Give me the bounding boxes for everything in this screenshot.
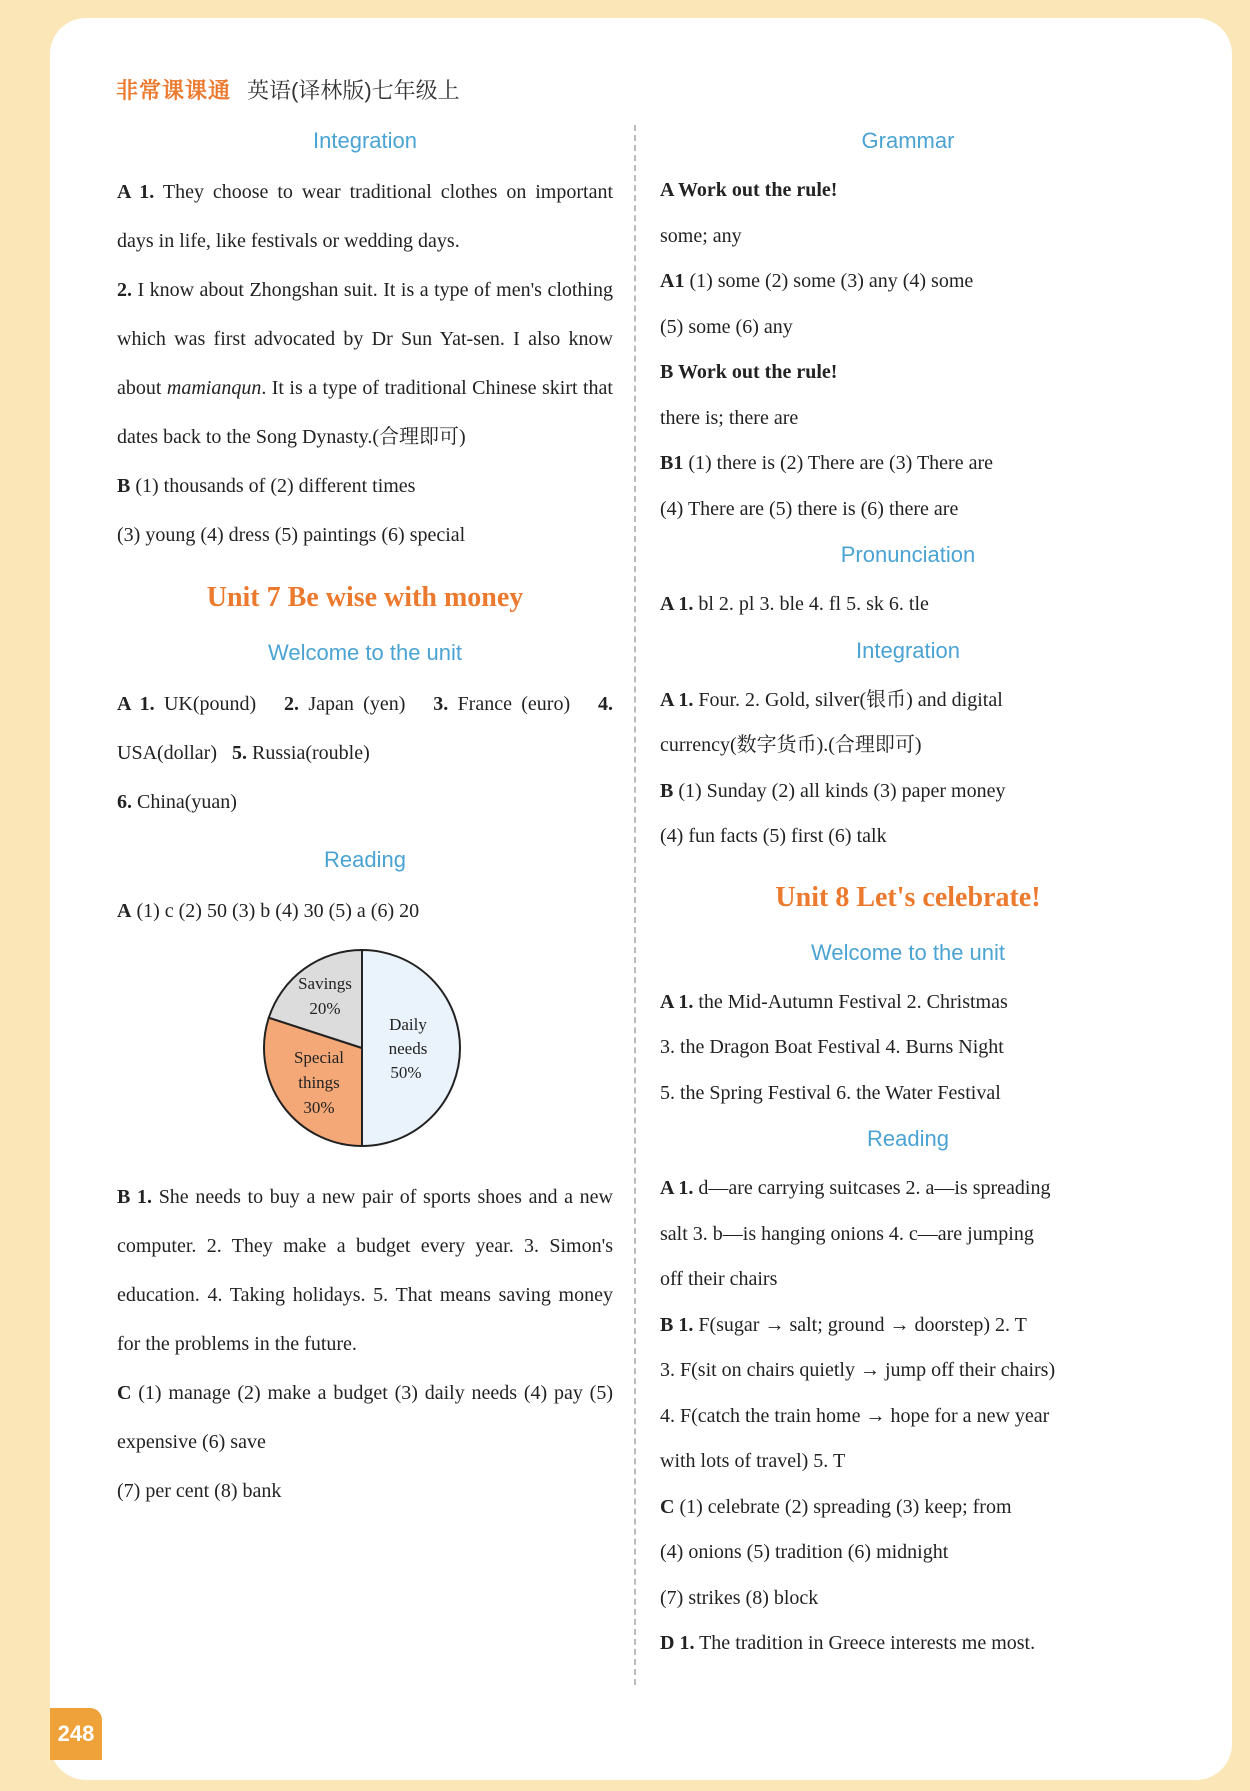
- column-divider: [634, 125, 636, 1685]
- page-header: [116, 74, 460, 105]
- grammar-b1b: (4) There are (5) there is (6) there are: [660, 497, 959, 520]
- pie-label-special-1: Special: [293, 1048, 345, 1067]
- grammar-b-rule: there is; there are: [660, 406, 799, 429]
- grammar-a1b: (5) some (6) any: [660, 315, 793, 338]
- integration-a2: 2. I know about Zhongshan suit. It is a type of men's clothing which was first advocated by Dr Sun Yat-sen. I also know about mamianqun. It is a type of traditional Chinese skirt that dates back to the Song Dynasty.(合理即可): [117, 279, 613, 448]
- section-title-pronunciation: Pronunciation: [840, 542, 976, 567]
- right-column: [660, 118, 1156, 1667]
- pie-value-daily: 50%: [390, 1063, 422, 1082]
- pronunciation-a: A 1. bl 2. pl 3. ble 4. fl 5. sk 6. tle: [660, 593, 929, 615]
- reading2-a2: salt 3. b—is hanging onions 4. c—are jumping: [660, 1222, 1034, 1245]
- integration-a1: A 1. They choose to wear traditional clothes on important days in life, like festivals or wedding days.: [117, 181, 614, 252]
- unit7-title: Unit 7 Be wise with money: [206, 582, 524, 613]
- reading-b: B 1. She needs to buy a new pair of sports shoes and a new computer. 2. They make a budget every year. 3. Simon's education. 4. Taking holidays. 5. That means saving money for the problems in the future.: [117, 1186, 614, 1355]
- reading2-b3: 4. F(catch the train home → hope for a new year: [660, 1404, 1050, 1427]
- welcome-answers: A 1. UK(pound) 2. Japan (yen) 3. France (euro) 4. USA(dollar) 5. Russia(rouble) 6. China(yuan): [117, 693, 614, 813]
- reading2-c3: (7) strikes (8) block: [660, 1586, 819, 1609]
- section-title-welcome-2: Welcome to the unit: [810, 939, 1006, 965]
- grammar-b1: B1 (1) there is (2) There are (3) There are: [660, 452, 993, 474]
- grammar-b-heading: B Work out the rule!: [660, 361, 838, 383]
- welcome2-3: 5. the Spring Festival 6. the Water Festival: [660, 1081, 1001, 1104]
- integration2-b1b: (4) fun facts (5) first (6) talk: [660, 825, 887, 847]
- section-title-grammar: Grammar: [861, 128, 955, 153]
- integration2-a1b: currency(数字货币).(合理即可): [660, 734, 922, 756]
- reading2-b2: 3. F(sit on chairs quietly → jump off their chairs): [660, 1359, 1056, 1381]
- pie-label-daily-2: needs: [388, 1039, 428, 1058]
- left-column: [117, 118, 613, 1516]
- pie-label-daily-1: Daily: [389, 1015, 427, 1034]
- integration2-b1: B (1) Sunday (2) all kinds (3) paper money: [660, 779, 1006, 802]
- integration-b: B (1) thousands of (2) different times (3) young (4) dress (5) paintings (6) special: [117, 475, 466, 546]
- reading2-a3: off their chairs: [660, 1268, 778, 1290]
- section-title-integration: Integration: [313, 128, 417, 153]
- reading2-d1: D 1. The tradition in Greece interests me most.: [660, 1632, 1036, 1654]
- reading2-b4: with lots of travel) 5. T: [660, 1450, 846, 1472]
- reading2-a1: A 1. d—are carrying suitcases 2. a—is spreading: [660, 1177, 1051, 1199]
- integration2-a1: A 1. Four. 2. Gold, silver(银币) and digital: [660, 688, 1003, 711]
- reading-a: A (1) c (2) 50 (3) b (4) 30 (5) a (6) 20: [117, 900, 420, 922]
- brand-title: 非常课课通: [116, 78, 232, 103]
- reading2-c1: C (1) celebrate (2) spreading (3) keep; from: [660, 1495, 1012, 1518]
- pie-value-special: 30%: [303, 1098, 335, 1117]
- pie-label-savings: Savings: [298, 974, 352, 993]
- grammar-a-rule: some; any: [660, 224, 742, 247]
- pie-label-special-2: things: [298, 1073, 340, 1092]
- welcome2-2: 3. the Dragon Boat Festival 4. Burns Night: [660, 1036, 1004, 1058]
- unit8-title: Unit 8 Let's celebrate!: [775, 881, 1041, 913]
- reading2-b1: B 1. F(sugar → salt; ground → doorstep) 2. T: [660, 1313, 1027, 1336]
- welcome2-1: A 1. the Mid-Autumn Festival 2. Christmas: [660, 990, 1008, 1013]
- book-title: 英语(译林版)七年级上: [247, 78, 460, 103]
- section-title-reading: Reading: [324, 847, 406, 872]
- grammar-a-heading: A Work out the rule!: [660, 179, 838, 201]
- reading-c: C (1) manage (2) make a budget (3) daily needs (4) pay (5) expensive (6) save (7) per cent (8) bank: [117, 1382, 613, 1502]
- pie-value-savings: 20%: [309, 999, 341, 1018]
- section-title-reading-2: Reading: [867, 1126, 949, 1151]
- reading2-c2: (4) onions (5) tradition (6) midnight: [660, 1541, 949, 1563]
- page-number: 248: [50, 1708, 102, 1760]
- section-title-integration-2: Integration: [856, 637, 960, 663]
- section-title-welcome: Welcome to the unit: [267, 640, 463, 665]
- grammar-a1: A1 (1) some (2) some (3) any (4) some: [660, 270, 974, 292]
- budget-pie-chart: [117, 944, 617, 1159]
- pie-chart-svg: [262, 944, 462, 1154]
